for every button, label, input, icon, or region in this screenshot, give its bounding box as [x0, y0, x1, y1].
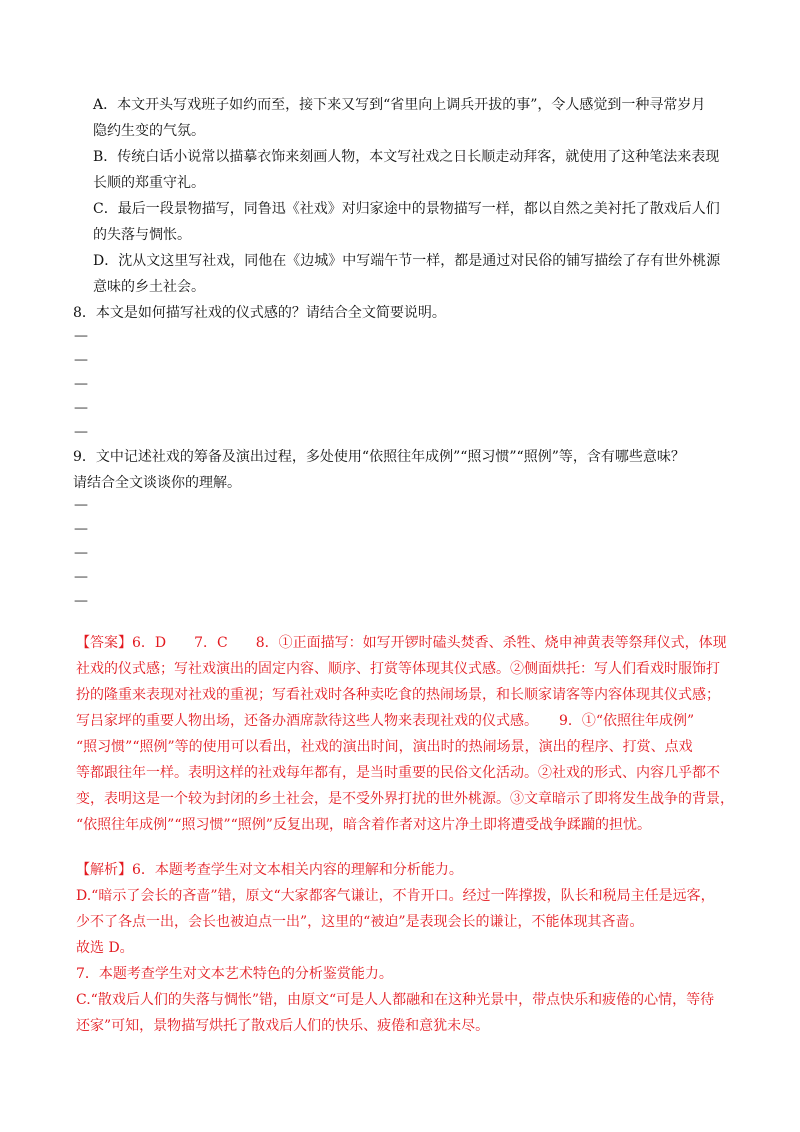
answer-line: 社戏的仪式感；写社戏演出的固定内容、顺序、打赏等体现其仪式感。②侧面烘托：写人们看戏时服饰打: [76, 661, 720, 677]
question-9-line1: 9．文中记述社戏的筹备及演出过程，多处使用“依照往年成例”“照习惯”“照例”等，含有哪些意味？: [73, 449, 685, 465]
answer-blank-line: —: [74, 328, 88, 344]
option-d-line1: D．沈从文这里写社戏，同他在《边城》中写端午节一样，都是通过对民俗的铺写描绘了存有世外桃源: [93, 253, 721, 269]
analysis-line: 故选 D。: [76, 940, 134, 956]
option-b-line2: 长顺的郑重守礼。: [93, 175, 205, 191]
answer-line: 扮的隆重来表现对社戏的重视；写看社戏时各种卖吃食的热闹场景，和长顺家请客等内容体现其仪式感；: [76, 687, 720, 703]
answer-blank-line: —: [74, 376, 88, 392]
answer-blank-line: —: [74, 593, 88, 609]
option-c-line1: C．最后一段景物描写，同鲁迅《社戏》对归家途中的景物描写一样，都以自然之美衬托了散戏后人们: [93, 201, 720, 217]
answer-blank-line: —: [74, 569, 88, 585]
answer-line: 写吕家坪的重要人物出场，还备办酒席款待这些人物来表现社戏的仪式感。 9．①“依照往年成例”: [76, 713, 695, 729]
option-d-line2: 意味的乡土社会。: [93, 279, 205, 295]
option-a-line1: A．本文开头写戏班子如约而至，接下来又写到“省里向上调兵开拔的事”，令人感觉到一种寻常岁月: [93, 97, 706, 113]
analysis-line: 【解析】6．本题考查学生对文本相关内容的理解和分析能力。: [76, 862, 463, 878]
answer-line: “照习惯”“照例”等的使用可以看出，社戏的演出时间，演出时的热闹场景，演出的程序、打赏、点戏: [76, 739, 693, 755]
analysis-line: 少不了各点一出，会长也被迫点一出”，这里的“被迫”是表现会长的谦让，不能体现其吝啬。: [76, 914, 644, 930]
analysis-line: D.“暗示了会长的吝啬”错，原文“大家都客气谦让，不肯开口。经过一阵撑拨，队长和税局主任是远客，: [76, 888, 715, 904]
answer-blank-line: —: [74, 352, 88, 368]
answer-line: 【答案】6．D 7．C 8．①正面描写：如写开锣时磕头焚香、杀牲、烧申神黄表等祭拜仪式，体现: [76, 635, 727, 651]
question-9-line2: 请结合全文谈谈你的理解。: [73, 475, 241, 491]
analysis-line: 还家”可知，景物描写烘托了散戏后人们的快乐、疲倦和意犹未尽。: [76, 1018, 490, 1034]
answer-line: 等都跟往年一样。表明这样的社戏每年都有，是当时重要的民俗文化活动。②社戏的形式、内容几乎都不: [76, 765, 720, 781]
analysis-line: C.“散戏后人们的失落与惆怅”错，由原文“可是人人都融和在这种光景中，带点快乐和疲倦的心情，等待: [76, 992, 715, 1008]
option-b-line1: B．传统白话小说常以描摹衣饰来刻画人物，本文写社戏之日长顺走动拜客，就使用了这种笔法来表现: [93, 149, 720, 165]
answer-blank-line: —: [74, 521, 88, 537]
answer-blank-line: —: [74, 400, 88, 416]
question-8: 8．本文是如何描写社戏的仪式感的？请结合全文简要说明。: [73, 305, 446, 321]
answer-line: 变，表明这是一个较为封闭的乡土社会，是不受外界打扰的世外桃源。③文章暗示了即将发生战争的背景，: [76, 791, 734, 807]
answer-blank-line: —: [74, 424, 88, 440]
answer-blank-line: —: [74, 497, 88, 513]
analysis-line: 7．本题考查学生对文本艺术特色的分析鉴赏能力。: [76, 966, 393, 982]
option-a-line2: 隐约生变的气氛。: [93, 123, 205, 139]
answer-line: “依照往年成例”“照习惯”“照例”反复出现，暗含着作者对这片净土即将遭受战争蹂躏的担忧。: [76, 817, 651, 833]
answer-blank-line: —: [74, 545, 88, 561]
option-c-line2: 的失落与惆怅。: [93, 227, 191, 243]
